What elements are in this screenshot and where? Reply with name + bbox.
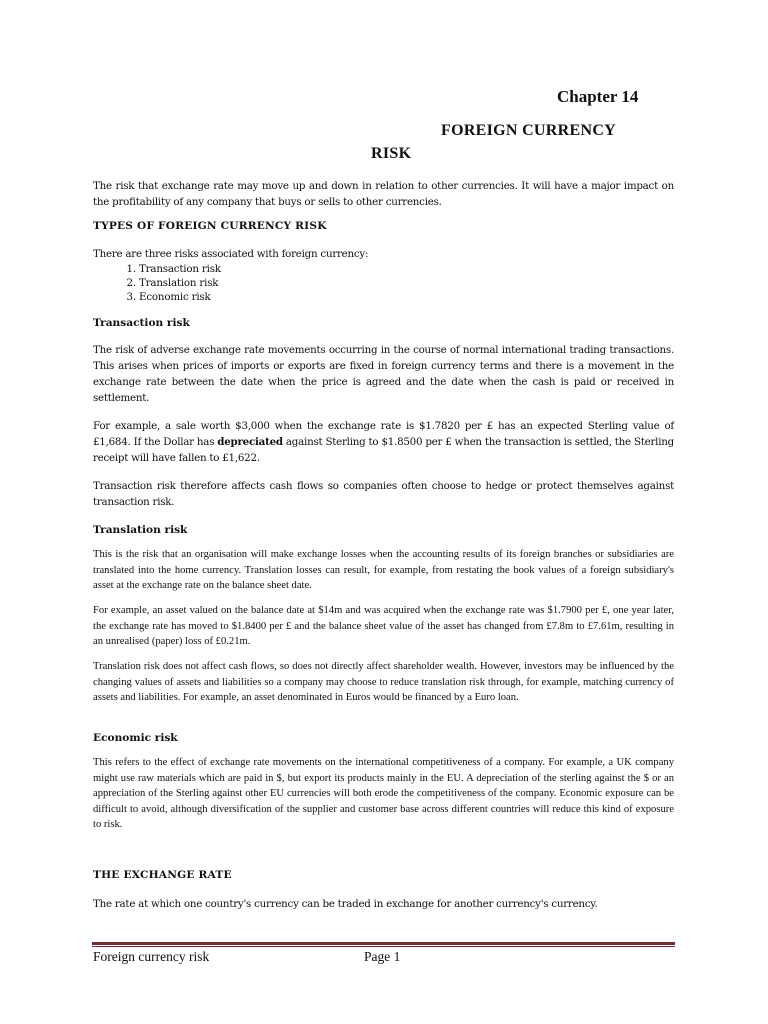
economic-heading	[93, 730, 674, 746]
text-span: against Sterling to $1.8500 per £ when the transaction is settled, the Sterling receipt will have fallen to £1,622.	[93, 436, 674, 464]
translation-paragraph-1: This is the risk that an organisation will make exchange losses when the accounting results of its foreign branches or subsidiaries are translated into the home currency. Translation losses can result, for example, from restating the book values of a foreign subsidiary's asset at the exchange rate on the balance sheet date.	[93, 549, 674, 591]
footer-title: Foreign currency risk	[93, 949, 210, 964]
exchange-heading	[93, 867, 674, 883]
emphasis-depreciated: depreciated	[217, 436, 283, 448]
section-heading-types: TYPES OF FOREIGN CURRENCY RISK	[93, 220, 327, 232]
footer-page-number: Page 1	[364, 949, 401, 964]
list-item: 2. Translation risk	[139, 276, 674, 290]
footer-rule-thick	[92, 942, 675, 945]
translation-section	[93, 547, 674, 594]
intro-section	[93, 178, 674, 210]
transaction-paragraph-1: The risk of adverse exchange rate movements occurring in the course of normal international trading transactions. This arises when prices of imports or exports are fixed in foreign currency terms and there is a movement in the exchange rate between the date when the price is agreed and the date when the cash is paid or received in settlement.	[93, 344, 674, 404]
translation-paragraph-2: For example, an asset valued on the balance date at $14m and was acquired when the exchange rate was $1.7900 per £, one year later, the exchange rate has moved to $1.8400 per £ and the balance sheet value of the asset has changed from £7.8m to £7.61m, resulting in an unrealised (paper) loss of £0.21m.	[93, 605, 674, 647]
transaction-paragraph-2	[93, 418, 674, 466]
translation-example	[93, 603, 674, 650]
translation-summary	[93, 659, 674, 706]
section-heading-exchange-rate: THE EXCHANGE RATE	[93, 869, 232, 881]
types-section	[93, 246, 674, 304]
translation-heading	[93, 522, 674, 538]
exchange-section	[93, 896, 674, 912]
text-span: For example, a sale worth $3,000 when the exchange rate is $1.7820 per £ has an expected Sterling value of £1,684. If the Dollar has	[93, 420, 674, 448]
risk-types-list	[93, 262, 674, 304]
translation-paragraph-3: Translation risk does not affect cash flows, so does not directly affect shareholder wealth. However, investors may be influenced by the changing values of assets and liabilities so a company may choose to reduce translation risk through, for example, matching currency of assets and liabilities. For example, an asset denominated in Euros would be financed by a Euro loan.	[93, 661, 674, 703]
economic-section	[93, 755, 674, 833]
chapter-label: Chapter 14	[557, 87, 639, 106]
chapter-title-line2: RISK	[371, 145, 412, 162]
transaction-paragraph-3: Transaction risk therefore affects cash flows so companies often choose to hedge or protect themselves against transaction risk.	[93, 480, 674, 508]
types-lead: There are three risks associated with foreign currency:	[93, 248, 369, 260]
transaction-summary	[93, 478, 674, 510]
list-item: 1. Transaction risk	[139, 262, 674, 276]
economic-paragraph-1: This refers to the effect of exchange rate movements on the international competitiveness of a company. For example, a UK company might use raw materials which are paid in $, but export its products mainly in the EU. A depreciation of the sterling against the $ or an appreciation of the Sterling against other EU currencies will both erode the competitiveness of the company. Economic exposure can be difficult to avoid, although diversification of the supplier and customer base across different countries will reduce this kind of exposure to risk.	[93, 757, 674, 830]
intro-paragraph: The risk that exchange rate may move up and down in relation to other currencies. It will have a major impact on the profitability of any company that buys or sells to other currencies.	[93, 180, 674, 208]
section-heading-transaction: Transaction risk	[93, 317, 190, 329]
section-heading-translation: Translation risk	[93, 524, 188, 536]
transaction-heading	[93, 315, 674, 331]
footer-rule-thin	[92, 946, 675, 947]
transaction-section	[93, 342, 674, 406]
exchange-paragraph-1: The rate at which one country's currency can be traded in exchange for another currency's currency.	[93, 898, 598, 910]
section-heading-economic: Economic risk	[93, 732, 178, 744]
chapter-title-line1: FOREIGN CURRENCY	[441, 122, 617, 139]
list-item: 3. Economic risk	[139, 290, 674, 304]
transaction-example	[93, 418, 674, 466]
types-heading	[93, 218, 674, 234]
